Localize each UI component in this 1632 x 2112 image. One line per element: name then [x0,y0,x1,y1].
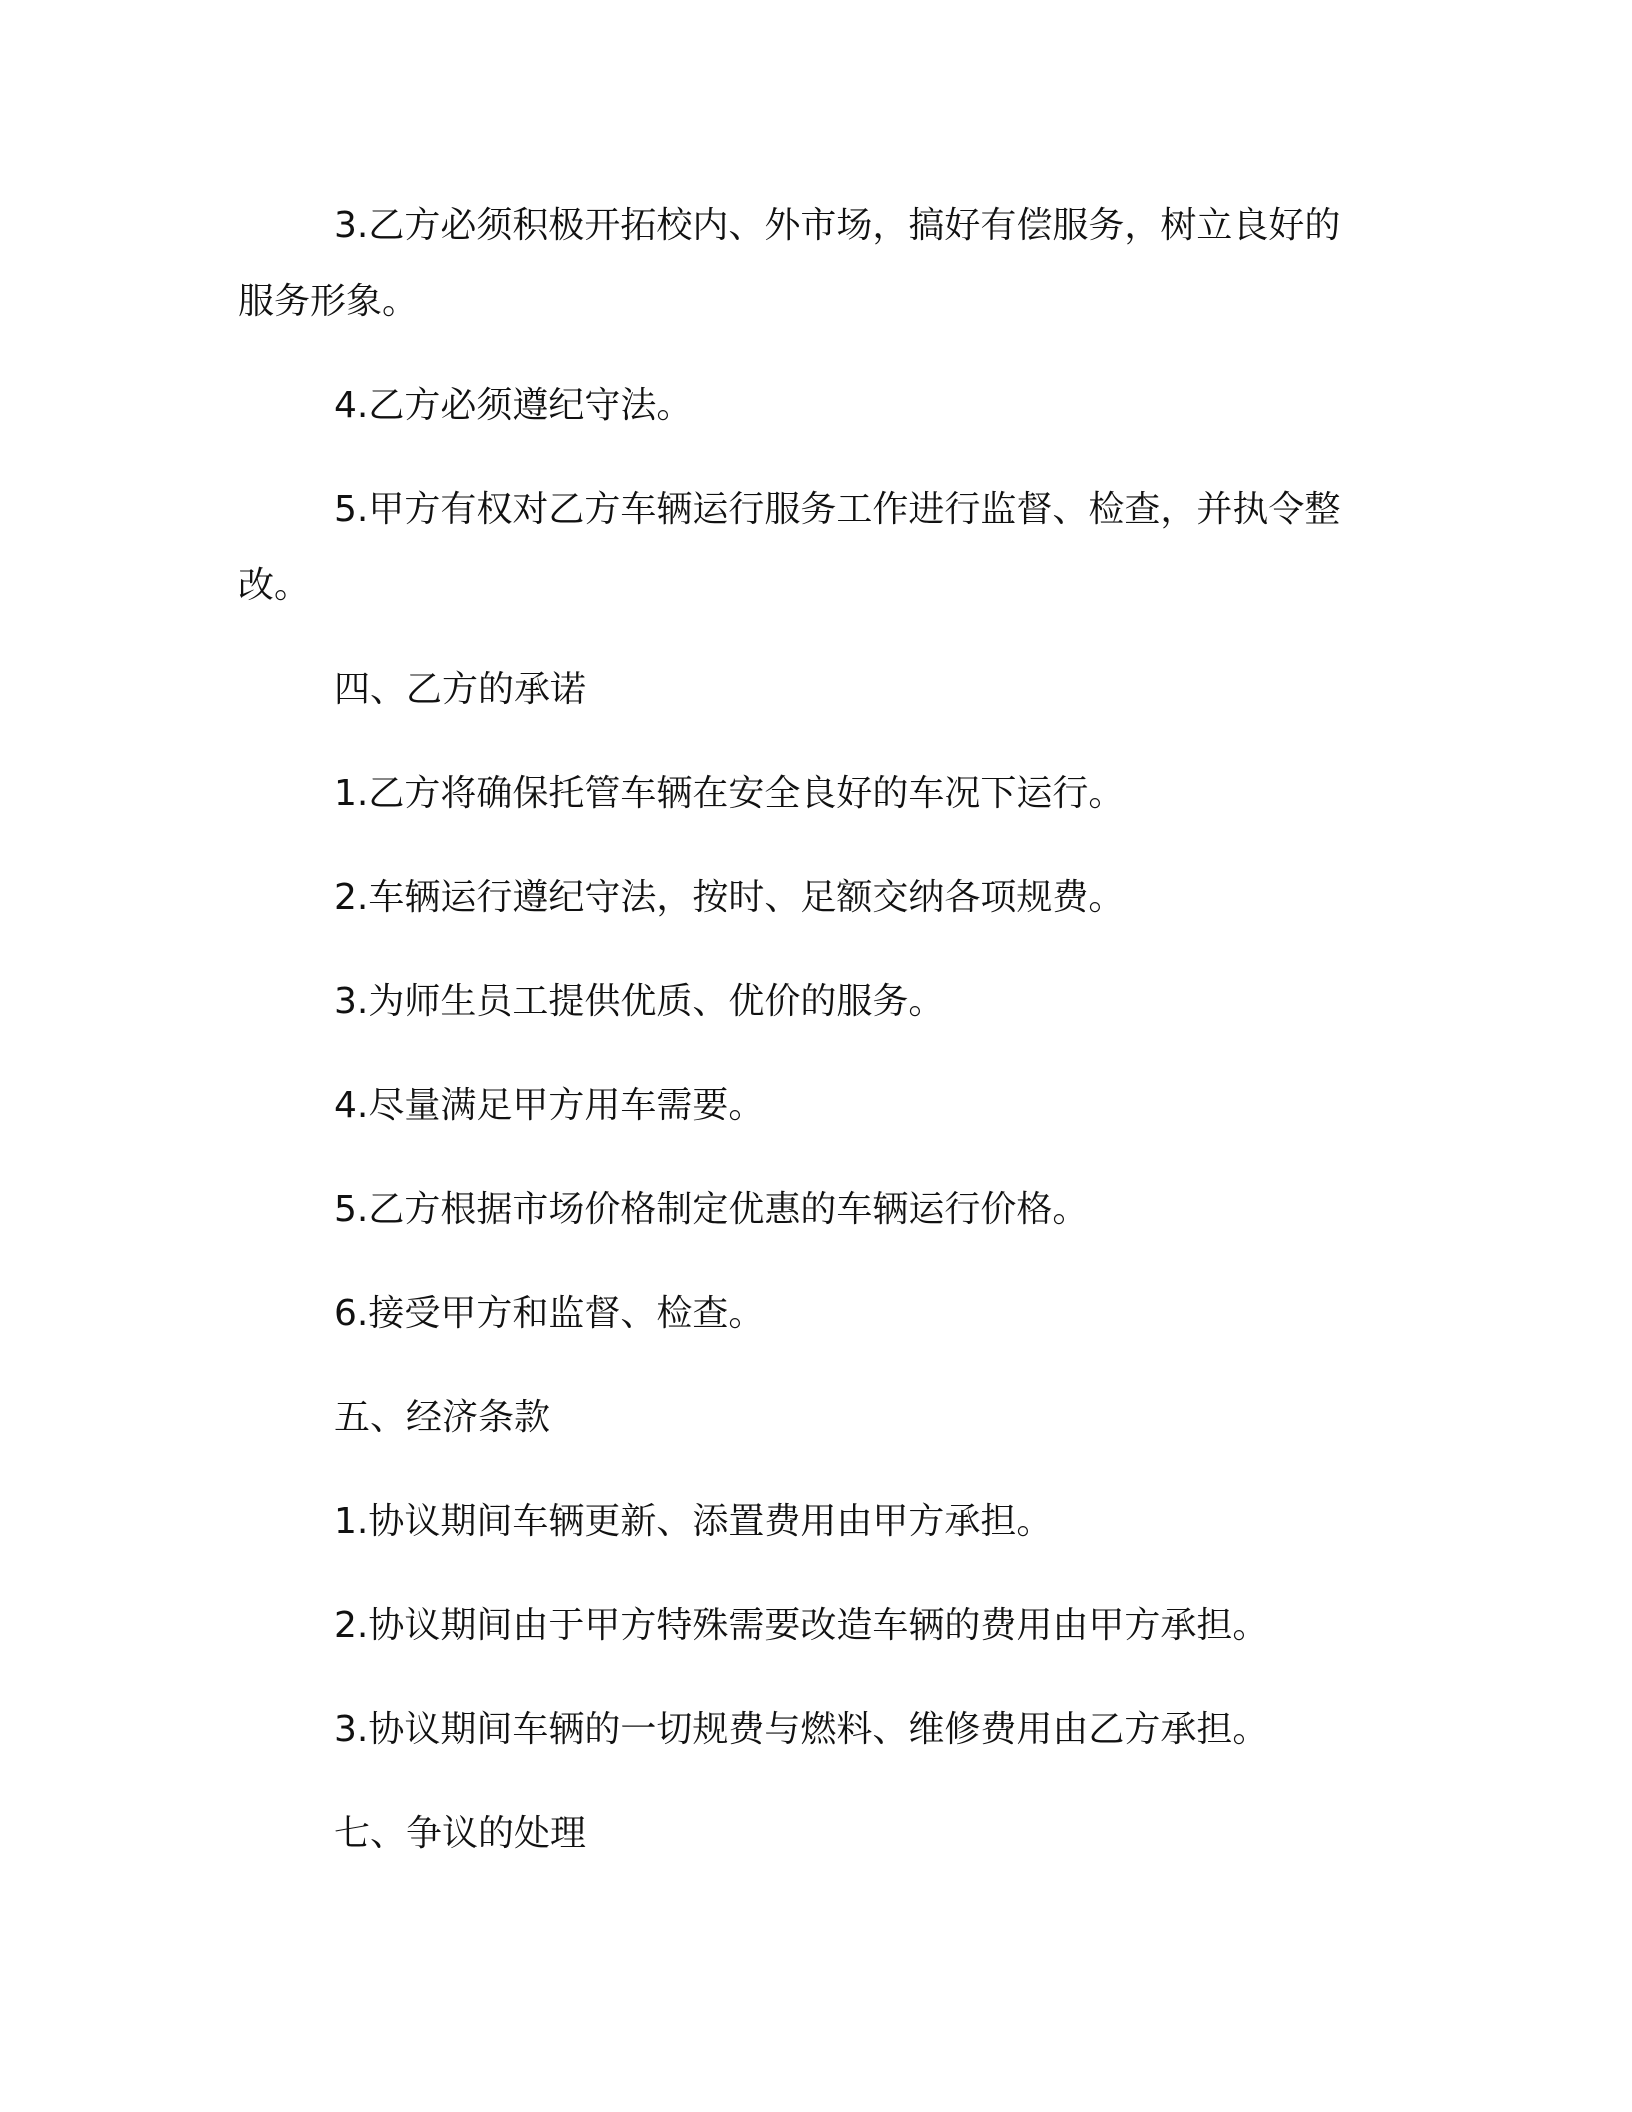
commitment-6-inspection: 6.接受甲方和监督、检查。 [334,1293,765,1334]
commitment-4-vehicle-needs: 4.尽量满足甲方用车需要。 [334,1085,765,1126]
commitment-2-fees: 2.车辆运行遵纪守法，按时、足额交纳各项规费。 [334,877,1125,918]
economic-term-1: 1.协议期间车辆更新、添置费用由甲方承担。 [334,1501,1053,1542]
commitment-5-pricing: 5.乙方根据市场价格制定优惠的车辆运行价格。 [334,1189,1089,1230]
commitment-3-service: 3.为师生员工提供优质、优价的服务。 [334,981,945,1022]
document-body [238,188,1368,1900]
commitment-1-safety: 1.乙方将确保托管车辆在安全良好的车况下运行。 [334,773,1125,814]
clause-5-supervision: 5.甲方有权对乙方车辆运行服务工作进行监督、检查，并执令整改。 [238,489,1341,606]
clause-3-market-service: 3.乙方必须积极开拓校内、外市场，搞好有偿服务，树立良好的服务形象。 [238,205,1341,322]
economic-term-3: 3.协议期间车辆的一切规费与燃料、维修费用由乙方承担。 [334,1709,1269,1750]
section-heading-disputes: 七、争议的处理 [334,1813,587,1854]
clause-4-law-abiding: 4.乙方必须遵纪守法。 [334,385,693,426]
economic-term-2: 2.协议期间由于甲方特殊需要改造车辆的费用由甲方承担。 [334,1605,1269,1646]
section-heading-economic-terms: 五、经济条款 [334,1397,551,1438]
section-heading-commitments: 四、乙方的承诺 [334,669,587,710]
